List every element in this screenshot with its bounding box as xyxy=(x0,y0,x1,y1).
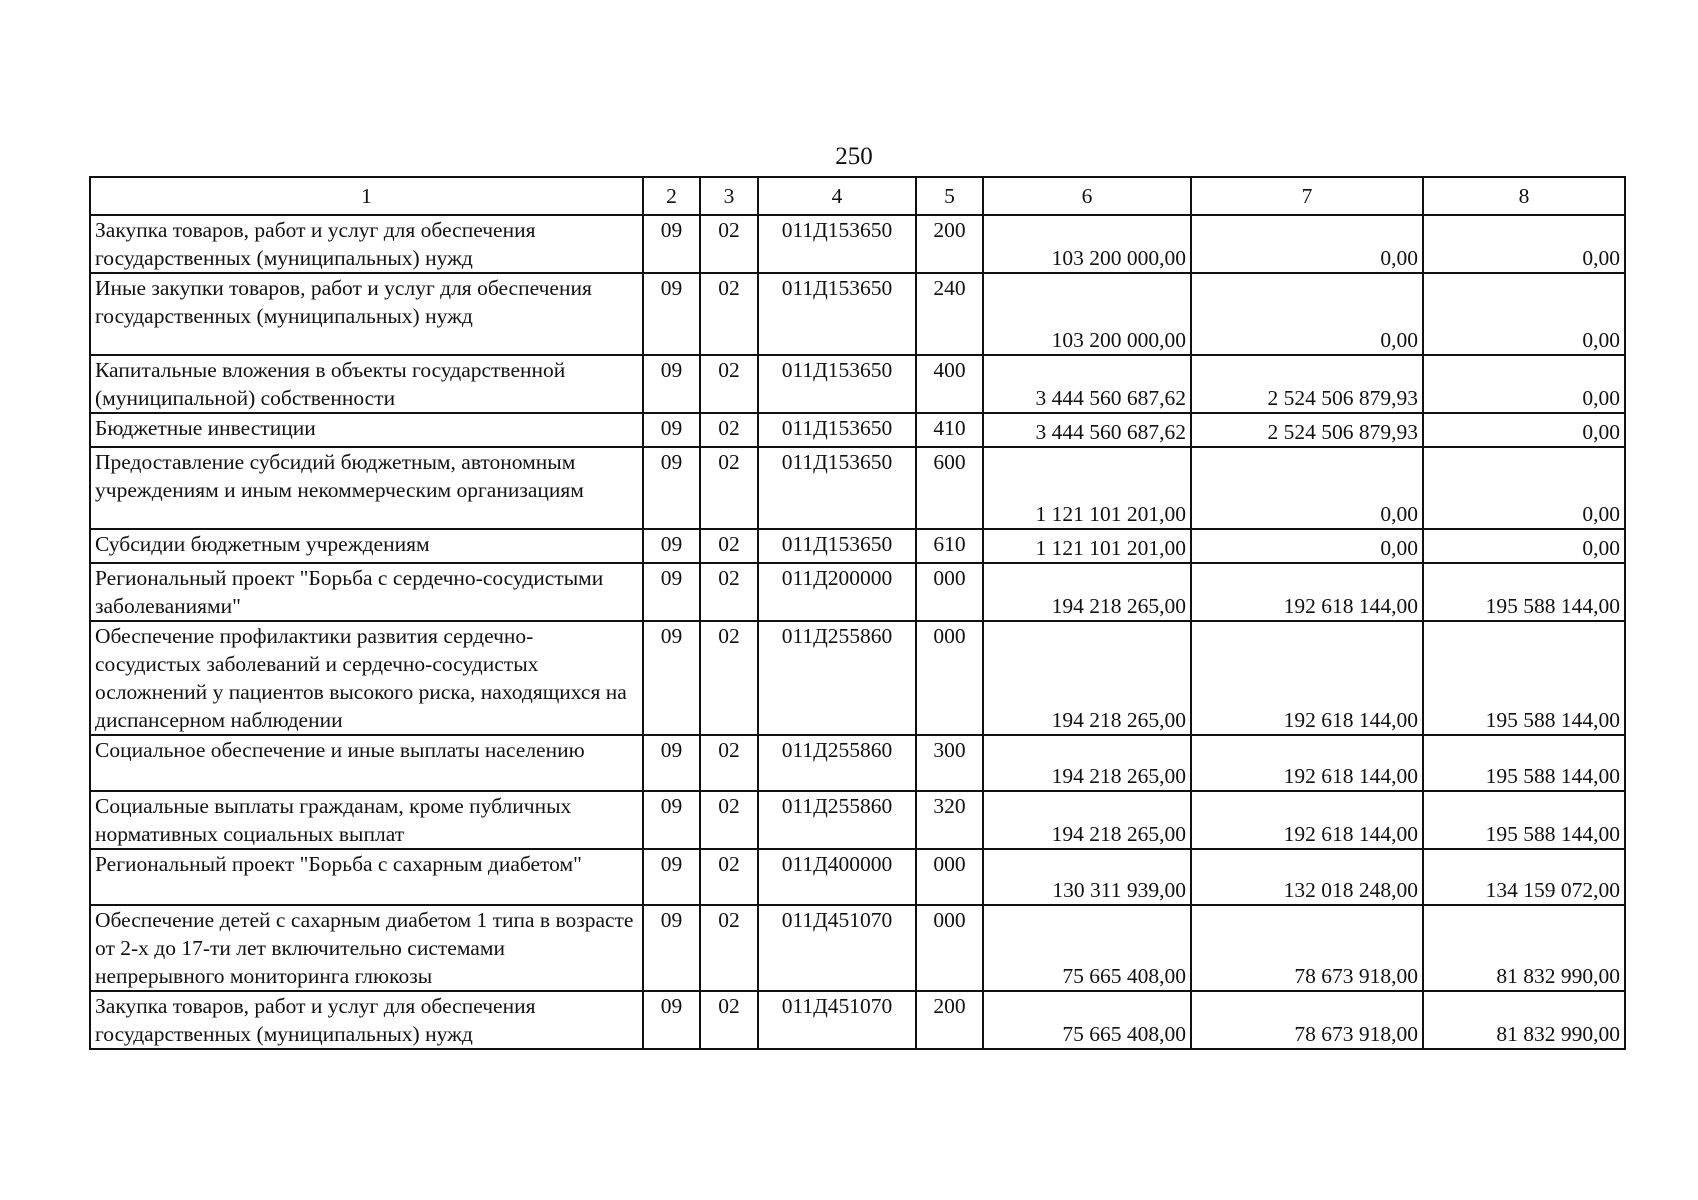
cell-target-article: 011Д153650 xyxy=(758,273,916,355)
cell-amount-8: 195 588 144,00 xyxy=(1423,735,1625,791)
table-row xyxy=(90,735,1625,791)
cell-expense-type: 000 xyxy=(916,905,983,991)
cell-name: Закупка товаров, работ и услуг для обеспечения государственных (муниципальных) нужд xyxy=(90,215,643,273)
cell-amount-7: 192 618 144,00 xyxy=(1191,791,1423,849)
cell-section: 09 xyxy=(643,273,700,355)
cell-expense-type: 240 xyxy=(916,273,983,355)
cell-amount-8: 0,00 xyxy=(1423,413,1625,447)
table-row xyxy=(90,273,1625,355)
cell-amount-6: 1 121 101 201,00 xyxy=(983,529,1191,563)
cell-amount-6: 75 665 408,00 xyxy=(983,905,1191,991)
cell-amount-8: 0,00 xyxy=(1423,215,1625,273)
header-col-5: 5 xyxy=(916,177,983,215)
header-row xyxy=(90,177,1625,215)
cell-subsection: 02 xyxy=(700,791,758,849)
cell-section: 09 xyxy=(643,355,700,413)
cell-subsection: 02 xyxy=(700,991,758,1049)
cell-subsection: 02 xyxy=(700,849,758,905)
header-col-7: 7 xyxy=(1191,177,1423,215)
cell-expense-type: 400 xyxy=(916,355,983,413)
cell-expense-type: 600 xyxy=(916,447,983,529)
cell-amount-7: 78 673 918,00 xyxy=(1191,991,1423,1049)
cell-target-article: 011Д153650 xyxy=(758,529,916,563)
cell-name: Бюджетные инвестиции xyxy=(90,413,643,447)
cell-expense-type: 000 xyxy=(916,563,983,621)
cell-amount-7: 0,00 xyxy=(1191,529,1423,563)
cell-amount-8: 195 588 144,00 xyxy=(1423,791,1625,849)
cell-name: Региональный проект "Борьба с сахарным диабетом" xyxy=(90,849,643,905)
cell-amount-7: 0,00 xyxy=(1191,447,1423,529)
cell-name: Капитальные вложения в объекты государственной (муниципальной) собственности xyxy=(90,355,643,413)
cell-name: Предоставление субсидий бюджетным, автономным учреждениям и иным некоммерческим организациям xyxy=(90,447,643,529)
cell-name: Иные закупки товаров, работ и услуг для обеспечения государственных (муниципальных) нужд xyxy=(90,273,643,355)
cell-amount-7: 192 618 144,00 xyxy=(1191,621,1423,735)
cell-expense-type: 200 xyxy=(916,215,983,273)
cell-subsection: 02 xyxy=(700,273,758,355)
table-row xyxy=(90,215,1625,273)
cell-amount-7: 132 018 248,00 xyxy=(1191,849,1423,905)
cell-amount-7: 2 524 506 879,93 xyxy=(1191,355,1423,413)
table-row xyxy=(90,447,1625,529)
budget-table xyxy=(89,176,1626,1050)
cell-amount-6: 75 665 408,00 xyxy=(983,991,1191,1049)
cell-amount-6: 194 218 265,00 xyxy=(983,621,1191,735)
header-col-2: 2 xyxy=(643,177,700,215)
cell-amount-6: 194 218 265,00 xyxy=(983,735,1191,791)
cell-amount-8: 0,00 xyxy=(1423,447,1625,529)
cell-amount-6: 3 444 560 687,62 xyxy=(983,355,1191,413)
table-header xyxy=(90,177,1625,215)
header-col-6: 6 xyxy=(983,177,1191,215)
table-row xyxy=(90,529,1625,563)
cell-target-article: 011Д153650 xyxy=(758,447,916,529)
cell-name: Закупка товаров, работ и услуг для обеспечения государственных (муниципальных) нужд xyxy=(90,991,643,1049)
cell-amount-7: 192 618 144,00 xyxy=(1191,563,1423,621)
table-row xyxy=(90,413,1625,447)
table-row xyxy=(90,849,1625,905)
cell-expense-type: 000 xyxy=(916,849,983,905)
cell-target-article: 011Д255860 xyxy=(758,621,916,735)
header-col-1: 1 xyxy=(90,177,643,215)
cell-amount-7: 78 673 918,00 xyxy=(1191,905,1423,991)
cell-expense-type: 320 xyxy=(916,791,983,849)
cell-section: 09 xyxy=(643,215,700,273)
cell-target-article: 011Д153650 xyxy=(758,215,916,273)
cell-amount-6: 130 311 939,00 xyxy=(983,849,1191,905)
cell-expense-type: 000 xyxy=(916,621,983,735)
cell-subsection: 02 xyxy=(700,621,758,735)
cell-section: 09 xyxy=(643,735,700,791)
cell-section: 09 xyxy=(643,849,700,905)
cell-name: Социальные выплаты гражданам, кроме публичных нормативных социальных выплат xyxy=(90,791,643,849)
cell-amount-8: 195 588 144,00 xyxy=(1423,621,1625,735)
cell-amount-6: 103 200 000,00 xyxy=(983,215,1191,273)
cell-target-article: 011Д255860 xyxy=(758,791,916,849)
table-body xyxy=(90,215,1625,1049)
table-row xyxy=(90,621,1625,735)
cell-subsection: 02 xyxy=(700,735,758,791)
cell-amount-8: 0,00 xyxy=(1423,529,1625,563)
cell-target-article: 011Д255860 xyxy=(758,735,916,791)
cell-expense-type: 200 xyxy=(916,991,983,1049)
cell-amount-7: 192 618 144,00 xyxy=(1191,735,1423,791)
cell-section: 09 xyxy=(643,447,700,529)
cell-amount-8: 81 832 990,00 xyxy=(1423,905,1625,991)
cell-amount-8: 81 832 990,00 xyxy=(1423,991,1625,1049)
header-col-3: 3 xyxy=(700,177,758,215)
cell-expense-type: 410 xyxy=(916,413,983,447)
cell-target-article: 011Д451070 xyxy=(758,991,916,1049)
cell-amount-6: 103 200 000,00 xyxy=(983,273,1191,355)
cell-section: 09 xyxy=(643,413,700,447)
header-col-8: 8 xyxy=(1423,177,1625,215)
cell-section: 09 xyxy=(643,563,700,621)
cell-amount-8: 195 588 144,00 xyxy=(1423,563,1625,621)
cell-expense-type: 610 xyxy=(916,529,983,563)
cell-subsection: 02 xyxy=(700,355,758,413)
cell-name: Обеспечение детей с сахарным диабетом 1 типа в возрасте от 2-х до 17-ти лет включительно системами непрерывного мониторинга глюкозы xyxy=(90,905,643,991)
cell-section: 09 xyxy=(643,791,700,849)
cell-section: 09 xyxy=(643,529,700,563)
header-col-4: 4 xyxy=(758,177,916,215)
cell-target-article: 011Д200000 xyxy=(758,563,916,621)
cell-target-article: 011Д153650 xyxy=(758,355,916,413)
cell-name: Социальное обеспечение и иные выплаты населению xyxy=(90,735,643,791)
cell-target-article: 011Д451070 xyxy=(758,905,916,991)
cell-subsection: 02 xyxy=(700,905,758,991)
page-number: 250 xyxy=(835,143,873,170)
cell-amount-7: 0,00 xyxy=(1191,273,1423,355)
cell-subsection: 02 xyxy=(700,215,758,273)
cell-amount-8: 0,00 xyxy=(1423,355,1625,413)
cell-name: Субсидии бюджетным учреждениям xyxy=(90,529,643,563)
cell-amount-8: 0,00 xyxy=(1423,273,1625,355)
table-row xyxy=(90,791,1625,849)
table-row xyxy=(90,355,1625,413)
cell-expense-type: 300 xyxy=(916,735,983,791)
cell-amount-6: 194 218 265,00 xyxy=(983,563,1191,621)
table-row xyxy=(90,563,1625,621)
cell-amount-6: 194 218 265,00 xyxy=(983,791,1191,849)
cell-section: 09 xyxy=(643,905,700,991)
cell-amount-6: 3 444 560 687,62 xyxy=(983,413,1191,447)
cell-subsection: 02 xyxy=(700,529,758,563)
table-row xyxy=(90,991,1625,1049)
cell-section: 09 xyxy=(643,991,700,1049)
cell-amount-6: 1 121 101 201,00 xyxy=(983,447,1191,529)
cell-subsection: 02 xyxy=(700,447,758,529)
cell-target-article: 011Д153650 xyxy=(758,413,916,447)
cell-name: Обеспечение профилактики развития сердечно-сосудистых заболеваний и сердечно-сосудистых осложнений у пациентов высокого риска, находящихся на диспансерном наблюдении xyxy=(90,621,643,735)
table-row xyxy=(90,905,1625,991)
cell-subsection: 02 xyxy=(700,413,758,447)
cell-name: Региональный проект "Борьба с сердечно-сосудистыми заболеваниями" xyxy=(90,563,643,621)
cell-amount-7: 2 524 506 879,93 xyxy=(1191,413,1423,447)
cell-subsection: 02 xyxy=(700,563,758,621)
cell-amount-7: 0,00 xyxy=(1191,215,1423,273)
cell-section: 09 xyxy=(643,621,700,735)
cell-target-article: 011Д400000 xyxy=(758,849,916,905)
cell-amount-8: 134 159 072,00 xyxy=(1423,849,1625,905)
